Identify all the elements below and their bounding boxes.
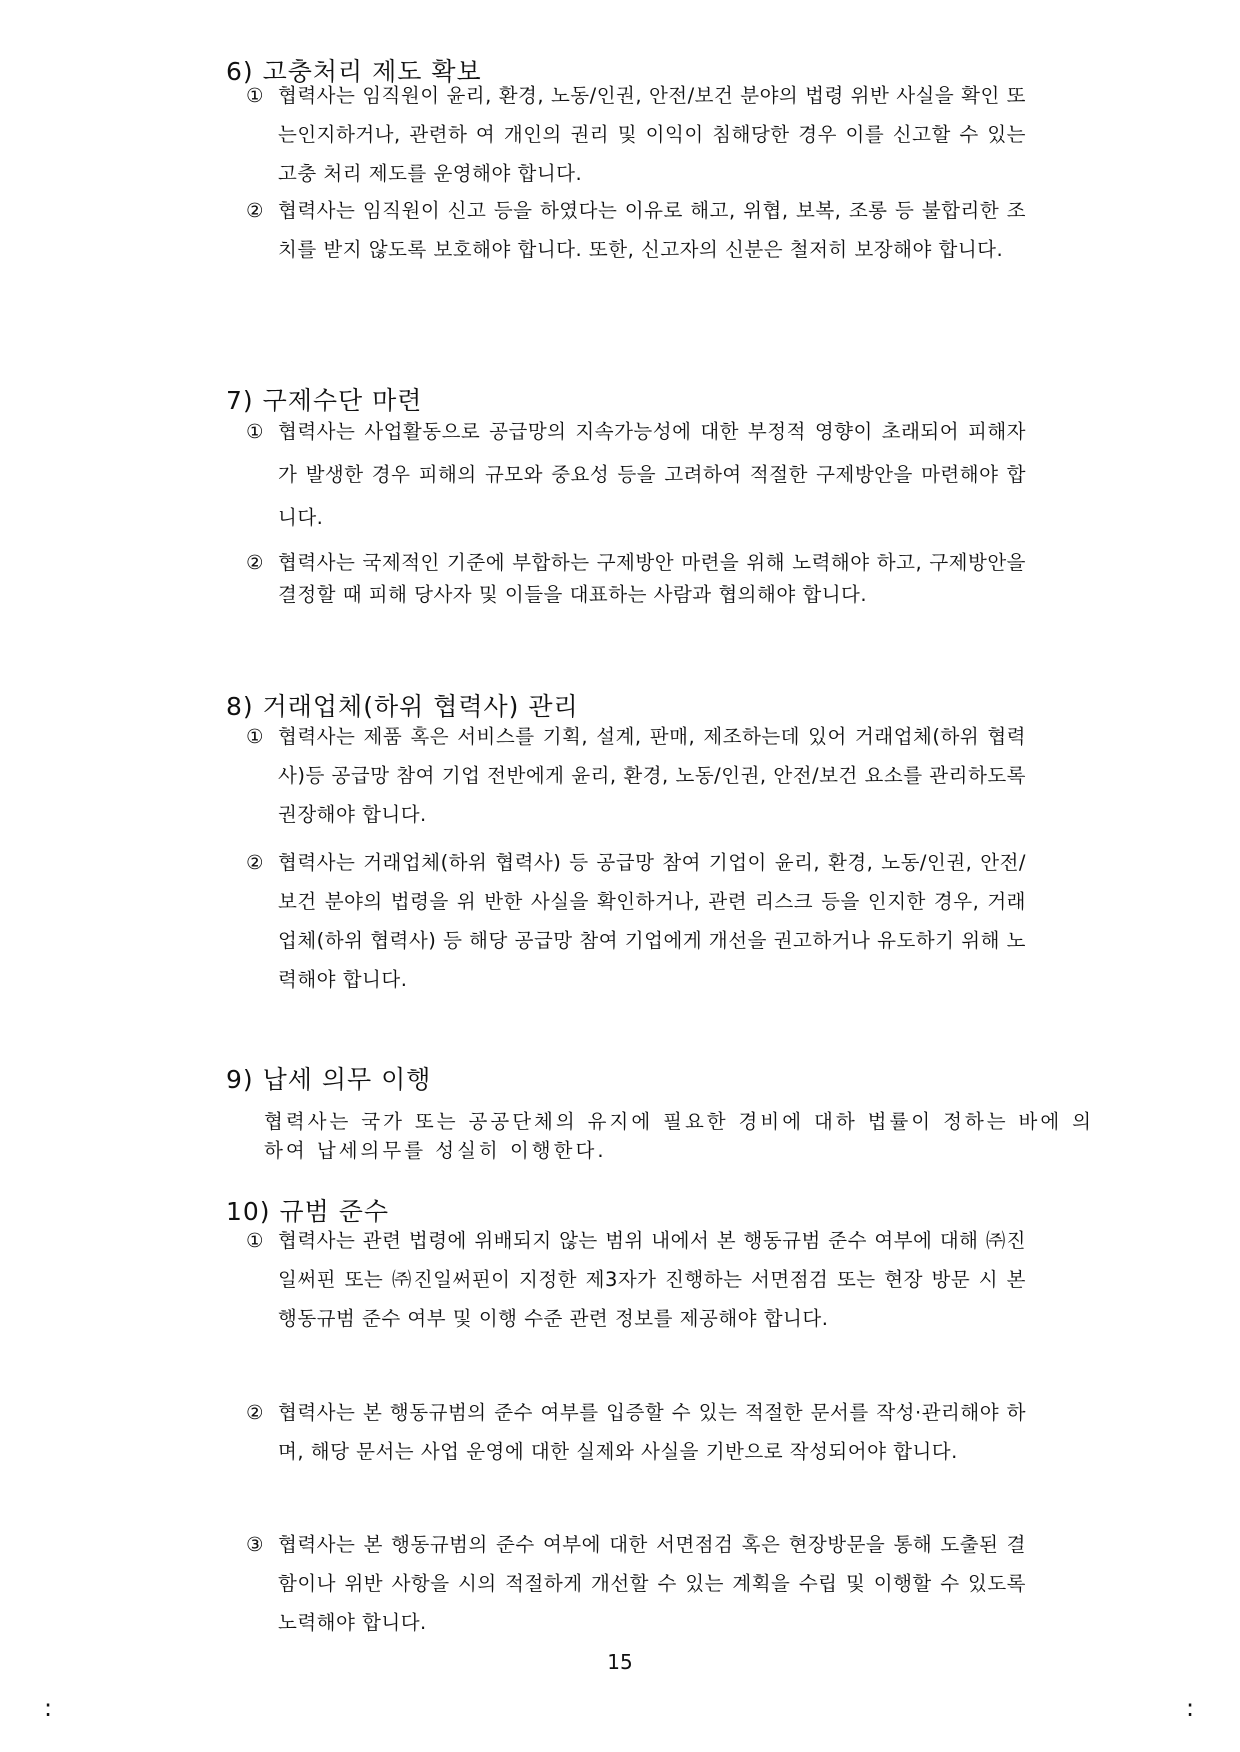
section-8-item-2: [246, 843, 1026, 999]
item-text: 협력사는 거래업체(하위 협력사) 등 공급망 참여 기업이 윤리, 환경, 노동/인권, 안전/보건 분야의 법령을 위 반한 사실을 확인하거나, 관련 리스크 등을 인지한 경우, 거래업체(하위 협력사) 등 해당 공급망 참여 기업에게 개선을 권고하거나 유도하기 위해 노력해야 합니다.: [278, 851, 1026, 991]
section-6-item-1: [246, 76, 1026, 193]
item-text: 협력사는 관련 법령에 위배되지 않는 범위 내에서 본 행동규범 준수 여부에 대해 ㈜진일써핀 또는 ㈜진일써핀이 지정한 제3자가 진행하는 서면점검 또는 현장 방문 시 본 행동규범 준수 여부 및 이행 수준 관련 정보를 제공해야 합니다.: [278, 1229, 1026, 1330]
item-number: ①: [246, 1229, 264, 1252]
section-10-item-3: [246, 1525, 1026, 1642]
section-10-item-1: [246, 1221, 1026, 1338]
item-number: ②: [246, 199, 264, 222]
section-8-heading: 8) 거래업체(하위 협력사) 관리: [226, 692, 579, 721]
section-9-text: 협력사는 국가 또는 공공단체의 유지에 필요한 경비에 대하 법률이 정하는 바에 의하여 납세의무를 성실히 이행한다.: [264, 1110, 1094, 1162]
item-number: ①: [246, 420, 264, 443]
item-text: 협력사는 임직원이 신고 등을 하였다는 이유로 해고, 위협, 보복, 조롱 등 불합리한 조치를 받지 않도록 보호해야 합니다. 또한, 신고자의 신분은 철저히 보장해야 합니다.: [278, 199, 1026, 261]
item-number: ③: [246, 1533, 264, 1556]
section-6-item-2: [246, 191, 1026, 269]
section-7-item-2: [246, 547, 1026, 611]
item-number: ①: [246, 725, 264, 748]
section-10-heading: 10) 규범 준수: [226, 1197, 390, 1226]
item-number: ②: [246, 1401, 264, 1424]
page-number: 15: [607, 1650, 633, 1674]
edge-mark-right: :: [1186, 1694, 1195, 1722]
item-text: 협력사는 임직원이 윤리, 환경, 노동/인권, 안전/보건 분야의 법령 위반 사실을 확인 또는인지하거나, 관련하 여 개인의 권리 및 이익이 침해당한 경우 이를 신고할 수 있는 고충 처리 제도를 운영해야 합니다.: [278, 84, 1026, 185]
item-text: 협력사는 국제적인 기준에 부합하는 구제방안 마련을 위해 노력해야 하고, 구제방안을 결정할 때 피해 당사자 및 이들을 대표하는 사람과 협의해야 합니다.: [278, 551, 1026, 606]
section-8-item-1: [246, 717, 1026, 834]
section-6-heading: 6) 고충처리 제도 확보: [226, 57, 482, 86]
item-text: 협력사는 제품 혹은 서비스를 기획, 설계, 판매, 제조하는데 있어 거래업체(하위 협력사)등 공급망 참여 기업 전반에게 윤리, 환경, 노동/인권, 안전/보건 요소를 관리하도록 권장해야 합니다.: [278, 725, 1026, 826]
item-text: 협력사는 사업활동으로 공급망의 지속가능성에 대한 부정적 영향이 초래되어 피해자가 발생한 경우 피해의 규모와 중요성 등을 고려하여 적절한 구제방안을 마련해야 합니다.: [278, 420, 1026, 529]
section-7-heading: 7) 구제수단 마련: [226, 386, 423, 415]
section-9-heading: 9) 납세 의무 이행: [226, 1065, 432, 1094]
item-text: 협력사는 본 행동규범의 준수 여부를 입증할 수 있는 적절한 문서를 작성·관리해야 하며, 해당 문서는 사업 운영에 대한 실제와 사실을 기반으로 작성되어야 합니다.: [278, 1401, 1026, 1463]
section-10-item-2: [246, 1393, 1026, 1471]
section-7-item-1: [246, 410, 1026, 539]
item-text: 협력사는 본 행동규범의 준수 여부에 대한 서면점검 혹은 현장방문을 통해 도출된 결함이나 위반 사항을 시의 적절하게 개선할 수 있는 계획을 수립 및 이행할 수 있도록 노력해야 합니다.: [278, 1533, 1026, 1634]
item-number: ①: [246, 84, 264, 107]
edge-mark-left: :: [44, 1694, 53, 1722]
item-number: ②: [246, 551, 264, 574]
item-number: ②: [246, 851, 264, 874]
